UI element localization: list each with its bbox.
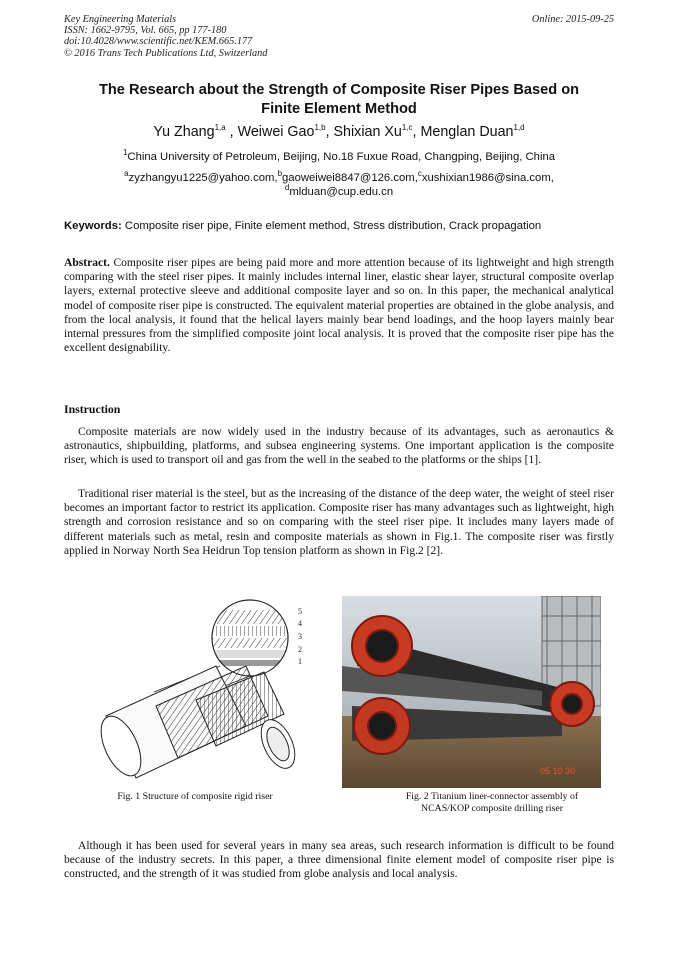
abstract	[64, 256, 614, 355]
figure-1-riser-structure	[96, 596, 308, 786]
layer-label: 1	[298, 657, 302, 666]
photo-date-stamp: 05 10 30	[540, 766, 576, 776]
journal-header	[64, 14, 267, 59]
affiliation-sup: 1	[122, 148, 128, 158]
online-date: Online: 2015-09-25	[531, 14, 614, 25]
abstract-text: Composite riser pipes are being paid more and more attention because of its lightweight and high strength comparing with the steel riser pipes. It mainly includes internal liner, elastic shear layer, structural composite overlap layers, external protective sleeve and additional composite layer and so on. In this paper, the mechanical analytical model of composite riser pipe is constructed. The equivalent material properties are obtained in the globe analysis, and from the local analysis, it found that the helical layers mainly bear bend loadings, and the hoop layers mainly bear internal pressures from the simplified composite joint local analysis. It is proved that the composite riser pipe has the excellent designability.	[64, 257, 614, 355]
author-sup: 1,b	[314, 123, 326, 133]
copyright: © 2016 Trans Tech Publications Ltd, Switzerland	[64, 47, 268, 59]
author-name: Yu Zhang	[153, 124, 215, 140]
figure-2-caption	[374, 791, 610, 814]
layer-label: 5	[298, 607, 302, 616]
issn: ISSN: 1662-9795, Vol. 665, pp 177-180	[64, 25, 227, 37]
email-sup: c	[417, 169, 422, 179]
title-line-2: Finite Element Method	[261, 101, 417, 117]
author-sup: 1,d	[513, 123, 525, 133]
layer-label: 3	[298, 632, 302, 641]
paper-title	[50, 81, 628, 119]
email-a: zyzhangyu1225@yahoo.com,	[128, 172, 278, 184]
riser-pipe-drawing	[96, 666, 302, 782]
affiliation	[40, 149, 638, 165]
title-line-1: The Research about the Strength of Composite Riser Pipes Based on	[98, 82, 580, 98]
email-c: xushixian1986@sina.com,	[421, 172, 554, 184]
keywords-label: Keywords:	[64, 220, 122, 232]
section-heading: Instruction	[64, 402, 121, 416]
author-name: Shixian Xu	[333, 124, 402, 140]
caption-line: NCAS/KOP composite drilling riser	[421, 802, 563, 814]
caption-line: Fig. 2 Titanium liner-connector assembly of	[405, 791, 579, 802]
layer-label: 2	[298, 645, 302, 654]
email-sup: a	[124, 169, 129, 179]
email-sup: d	[284, 183, 290, 193]
figure-2-photo	[342, 596, 601, 788]
figure-1-caption: Fig. 1 Structure of composite rigid riser	[117, 791, 273, 802]
abstract-label: Abstract.	[64, 257, 110, 269]
author-sep: ,	[225, 124, 238, 140]
keywords-text: Composite riser pipe, Finite element method, Stress distribution, Crack propagation	[121, 220, 542, 232]
paragraph-1: Composite materials are now widely used in the industry because of its advantages, such as aeronautics & astronautics, shipbuilding, platforms, and subsea engineering systems. One important application is the composite riser, which is used to transport oil and gas from the well in the seabed to the platforms or the ships [1].	[64, 426, 614, 467]
journal-name: Key Engineering Materials	[64, 14, 177, 25]
author-sep: ,	[325, 124, 334, 140]
author-sep: ,	[412, 124, 421, 140]
affiliation-text: China University of Petroleum, Beijing, No.18 Fuxue Road, Changping, Beijing, China	[127, 151, 556, 163]
author-sup: 1,a	[214, 123, 226, 133]
email-sup: b	[277, 169, 283, 179]
paragraph-2: Traditional riser material is the steel, but as the increasing of the distance of the deep water, the weight of steel riser becomes an important factor to restrict its application. Composite riser has many advantages such as lightweight, high strength and corrosion resistance and so on comparing with the steel riser pipe. It includes many layers made of different materials such as metal, resin and composite materials as shown in Fig.1. The composite riser was firstly applied in Norway North Sea Heidrun Top tension platform as shown in Fig.2 [2].	[64, 488, 614, 557]
author-name: Weiwei Gao	[237, 124, 315, 140]
layer-label: 4	[298, 619, 302, 628]
email-b: gaoweiwei8847@126.com,	[282, 172, 418, 184]
keywords	[64, 220, 624, 232]
email-d: mlduan@cup.edu.cn	[289, 186, 394, 198]
layer-number-labels	[298, 607, 302, 666]
doi: doi:10.4028/www.scientific.net/KEM.665.177	[64, 36, 253, 48]
author-list	[40, 124, 638, 140]
author-emails-line2	[40, 184, 638, 200]
author-sup: 1,c	[401, 123, 413, 133]
author-name: Menglan Duan	[420, 124, 514, 140]
paragraph-3: Although it has been used for several years in many sea areas, such research information is difficult to be found because of the industry secrets. In this paper, a three dimensional finite element model of composite riser pipe is constructed, and the strength of it was studied from globe analysis and local analysis.	[64, 840, 614, 881]
